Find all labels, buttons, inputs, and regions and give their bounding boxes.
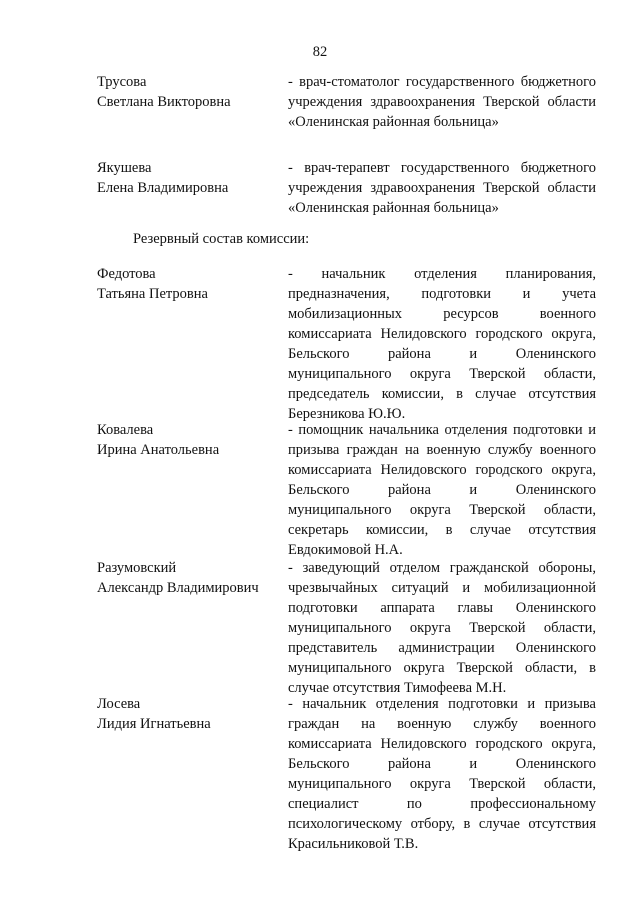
member-role: - врач-стоматолог государственного бюджетного учреждения здравоохранения Тверской области «Оленинская районная больница» — [288, 74, 596, 130]
member-surname: Якушева — [97, 160, 152, 176]
member-name — [97, 420, 277, 460]
member-role: - начальник отделения планирования, предназначения, подготовки и учета мобилизационных ресурсов военного комиссариата Нелидовского городского округа, Бельского района и Оленинского муниципального округа Тверской области, председатель комиссии, в случае отсутствия Березникова Ю.Ю. — [288, 266, 596, 422]
member-role: - врач-терапевт государственного бюджетного учреждения здравоохранения Тверской области «Оленинская районная больница» — [288, 160, 596, 216]
member-given-names: Татьяна Петровна — [97, 286, 208, 302]
member-name — [97, 264, 277, 304]
member-given-names: Лидия Игнатьевна — [97, 716, 211, 732]
member-surname: Ковалева — [97, 422, 154, 438]
member-name — [97, 158, 277, 198]
member-given-names: Светлана Викторовна — [97, 94, 231, 110]
member-surname: Лосева — [97, 696, 141, 712]
member-surname: Разумовский — [97, 560, 177, 576]
page-number: 82 — [312, 44, 328, 60]
member-surname: Федотова — [97, 266, 156, 282]
member-given-names: Александр Владимирович — [97, 580, 259, 596]
member-name — [97, 558, 277, 598]
member-given-names: Ирина Анатольевна — [97, 442, 220, 458]
member-name — [97, 72, 277, 112]
member-role: - помощник начальника отделения подготовки и призыва граждан на военную службу военного комиссариата Нелидовского городского округа, Бельского района и Оленинского муниципального округа Тверской области, секретарь комиссии, в случае отсутствия Евдокимовой Н.А. — [288, 422, 596, 558]
member-role: - начальник отделения подготовки и призыва граждан на военную службу военного комиссариата Нелидовского городского округа, Бельского района и Оленинского муниципального округа Тверской области, специалист по профессиональному психологическому отбору, в случае отсутствия Красильниковой Т.В. — [288, 696, 596, 852]
member-role: - заведующий отделом гражданской обороны, чрезвычайных ситуаций и мобилизационной подготовки аппарата главы Оленинского муниципального округа Тверской области, представитель администрации Оленинского муниципального округа Тверской области, в случае отсутствия Тимофеева М.Н. — [288, 560, 596, 696]
member-name — [97, 694, 277, 734]
section-heading: Резервный состав комиссии: — [133, 231, 310, 247]
member-surname: Трусова — [97, 74, 147, 90]
member-given-names: Елена Владимировна — [97, 180, 229, 196]
